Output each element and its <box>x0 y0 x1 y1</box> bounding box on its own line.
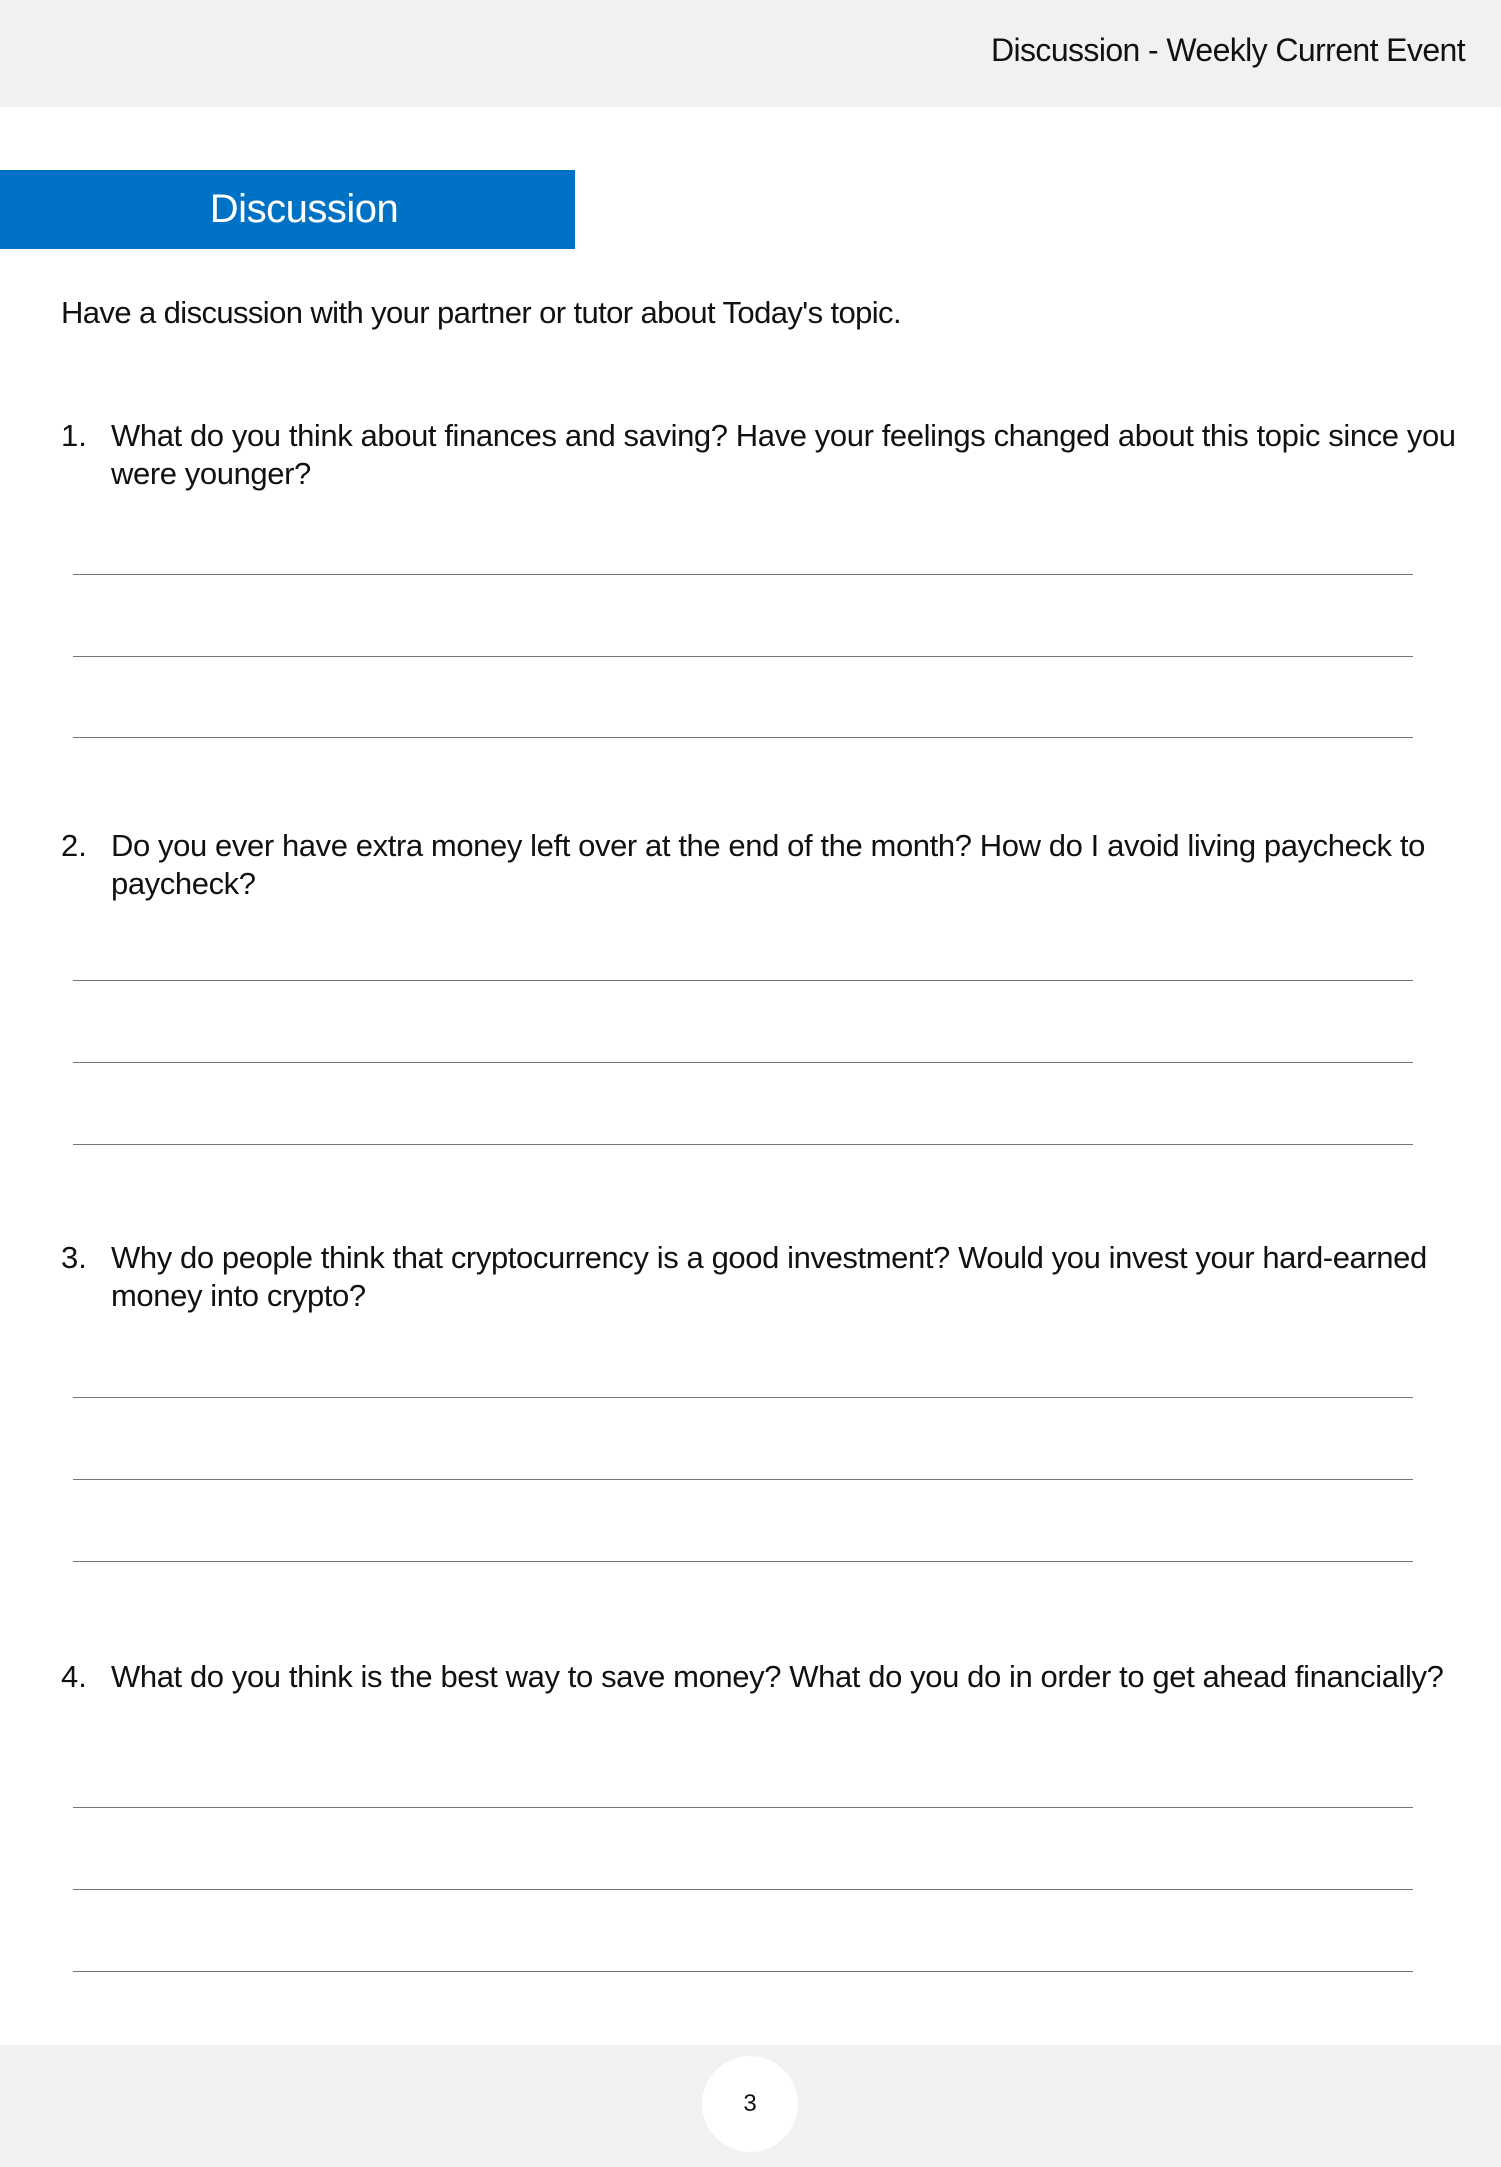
question-text: Do you ever have extra money left over at the end of the month? How do I avoid living paycheck to paycheck? <box>111 828 1425 901</box>
answer-line[interactable] <box>73 574 1413 575</box>
question-number: 2. <box>61 828 87 863</box>
section-title: Discussion <box>209 187 399 231</box>
page-number: 3 <box>743 2090 757 2117</box>
answer-line[interactable] <box>73 737 1413 738</box>
answer-line[interactable] <box>73 1479 1413 1480</box>
page-number-badge <box>702 2056 798 2152</box>
answer-line[interactable] <box>73 1889 1413 1890</box>
document-title: Discussion - Weekly Current Event <box>991 32 1465 68</box>
instruction-text: Have a discussion with your partner or tutor about Today's topic. <box>61 295 901 330</box>
question-number: 1. <box>61 418 87 453</box>
answer-line[interactable] <box>73 1062 1413 1063</box>
answer-line[interactable] <box>73 1971 1413 1972</box>
question-text: What do you think about finances and saving? Have your feelings changed about this topic since you were younger? <box>111 418 1456 491</box>
answer-line[interactable] <box>73 1397 1413 1398</box>
answer-line[interactable] <box>73 1807 1413 1808</box>
section-tab <box>0 170 575 249</box>
question-number: 4. <box>61 1659 87 1694</box>
answer-line[interactable] <box>73 656 1413 657</box>
answer-line[interactable] <box>73 1144 1413 1145</box>
header-bar <box>0 0 1501 107</box>
question-text: What do you think is the best way to save money? What do you do in order to get ahead financially? <box>111 1659 1444 1694</box>
question-text: Why do people think that cryptocurrency is a good investment? Would you invest your hard-earned money into crypto? <box>111 1240 1427 1313</box>
answer-line[interactable] <box>73 980 1413 981</box>
question-number: 3. <box>61 1240 87 1275</box>
answer-line[interactable] <box>73 1561 1413 1562</box>
